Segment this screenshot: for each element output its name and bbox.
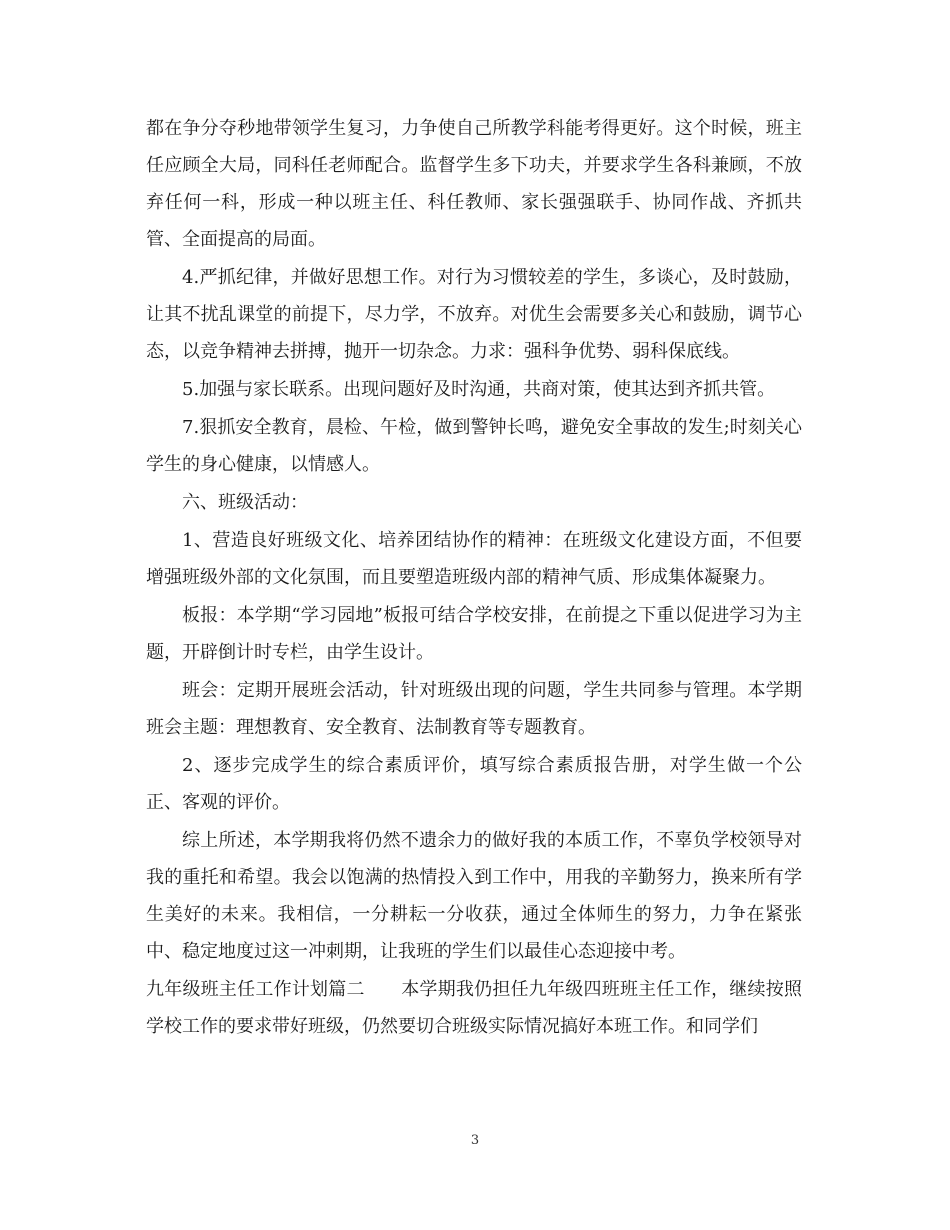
paragraph: 班会：定期开展班会活动，针对班级出现的问题，学生共同参与管理。本学期班会主题：理想教育、安全教育、法制教育等专题教育。: [146, 680, 802, 738]
paragraph: 九年级班主任工作计划篇二 本学期我仍担任九年级四班班主任工作，继续按照学校工作的要求带好班级，仍然要切合班级实际情况搞好本班工作。和同学们: [146, 979, 802, 1037]
page-number: 3: [470, 1133, 480, 1148]
paragraph: 综上所述，本学期我将仍然不遗余力的做好我的本质工作，不辜负学校领导对我的重托和希望。我会以饱满的热情投入到工作中，用我的辛勤努力，换来所有学生美好的未来。我相信，一分耕耘一分收获，通过全体师生的努力，力争在紧张中、稳定地度过这一冲刺期，让我班的学生们以最佳心态迎接中考。: [146, 830, 802, 962]
document-body: [146, 110, 802, 1046]
paragraph: 5.加强与家长联系。出现问题好及时沟通，共商对策，使其达到齐抓共管。: [182, 379, 776, 400]
section-heading: 六、班级活动：: [182, 492, 308, 513]
paragraph: 都在争分夺秒地带领学生复习，力争使自己所教学科能考得更好。这个时候，班主任应顾全大局，同科任老师配合。监督学生多下功夫，并要求学生各科兼顾，不放弃任何一科，形成一种以班主任、科任教师、家长强强联手、协同作战、齐抓共管、全面提高的局面。: [146, 118, 802, 250]
paragraph: 2、逐步完成学生的综合素质评价，填写综合素质报告册，对学生做一个公正、客观的评价。: [146, 755, 802, 813]
paragraph: 7.狠抓安全教育，晨检、午检，做到警钟长鸣，避免安全事故的发生;时刻关心学生的身心健康，以情感人。: [146, 417, 802, 475]
paragraph: 4.严抓纪律，并做好思想工作。对行为习惯较差的学生，多谈心，及时鼓励，让其不扰乱课堂的前提下，尽力学，不放弃。对优生会需要多关心和鼓励，调节心态，以竞争精神去拼搏，抛开一切杂念。力求：强科争优势、弱科保底线。: [146, 267, 802, 362]
paragraph: 1、营造良好班级文化、培养团结协作的精神：在班级文化建设方面，不但要增强班级外部的文化氛围，而且要塑造班级内部的精神气质、形成集体凝聚力。: [146, 530, 802, 588]
paragraph: 板报：本学期“学习园地”板报可结合学校安排，在前提之下重以促进学习为主题，开辟倒计时专栏，由学生设计。: [146, 605, 802, 663]
